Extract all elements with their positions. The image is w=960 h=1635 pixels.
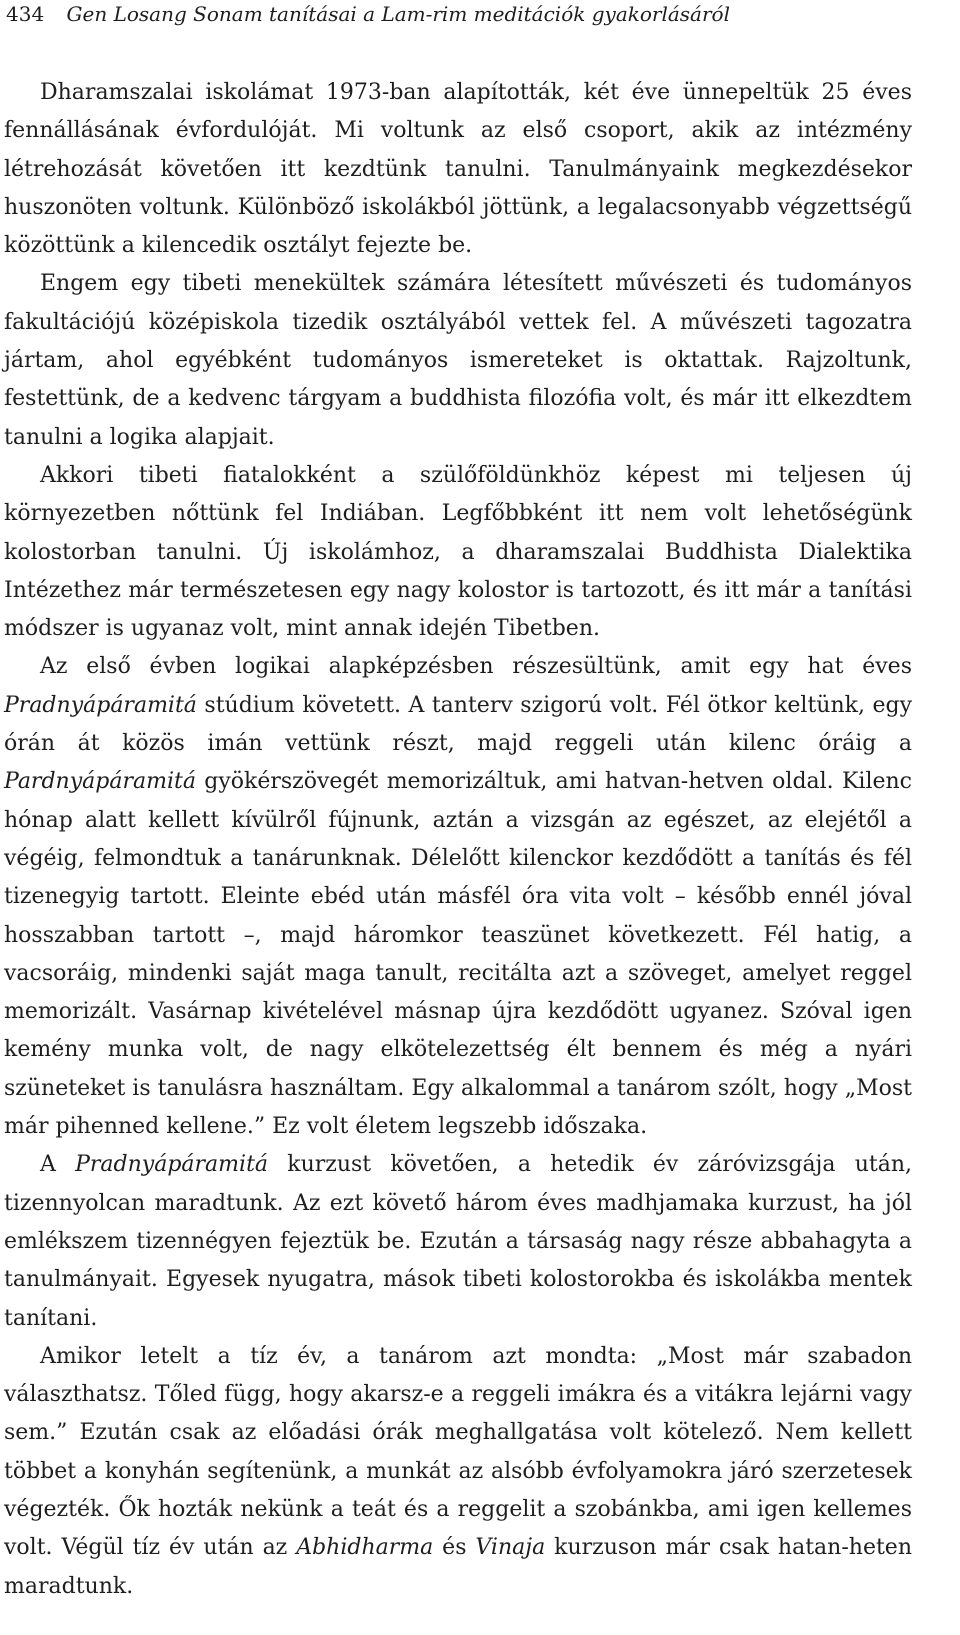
paragraph-text: Akkori tibeti fiatalokként a szülőföldünkhöz képest mi teljesen új környezetben nőttünk fel Indiában. Legfőbbként itt nem volt lehetőségünk kolostorban tanulni. Új iskolámhoz, a dharamszalai Buddhista Dialektika Intézethez már természetesen egy nagy kolostor is tartozott, és itt már a tanítási módszer is ugyanaz volt, mint annak idején Tibetben.: [4, 462, 912, 642]
paragraph-text: Amikor letelt a tíz év, a tanárom azt mondta: „Most már szabadon választhatsz. Tőled függ, hogy akarsz-e a reggeli imákra és a vitákra lejárni vagy sem.” Ezután csak az előadási órák meghallgatása volt kötelező. Nem kellett többet a konyhán segítenünk, a munkát az alsóbb évfolyamokra járó szerzetesek végezték. Ők hozták nekünk a teát és a reggelit a szobánkba, ami igen kellemes volt. Végül tíz év után az: [4, 1343, 912, 1561]
body-text: [4, 74, 912, 1606]
page-number: 434: [6, 2, 45, 26]
paragraph-text: kurzust követően, a hetedik év záróvizsgája után, tizennyolcan maradtunk. Az ezt követő három éves madhjamaka kurzust, ha jól emlékszem tizennégyen fejeztük be. Ezután a társaság nagy része abbahagyta a tanulmányait. Egyesek nyugatra, mások tibeti kolostorokba és iskolákba mentek tanítani.: [4, 1152, 912, 1331]
paragraph-text: kurzuson már csak hatan-heten maradtunk.: [4, 1535, 912, 1599]
paragraph-2: [4, 265, 912, 456]
running-title: Gen Losang Sonam tanításai a Lam-rim meditációk gyakorlásáról: [66, 2, 730, 26]
paragraph-text: gyökérszövegét memorizáltuk, ami hatvan-hetven oldal. Kilenc hónap alatt kellett kívülről fújnunk, aztán a vizsgán az egészet, az elejétől a végéig, felmondtuk a tanárunknak. Délelőtt kilenckor kezdődött a tanítás és fél tizenegyig tartott. Eleinte ebéd után másfél óra vita volt – később ennél jóval hosszabban tartott –, majd háromkor teaszünet következett. Fél hatig, a vacsoráig, mindenki saját maga tanult, recitálta azt a szöveget, amelyet reggel memorizált. Vasárnap kivételével másnap újra kezdődött ugyanez. Szóval igen kemény munka volt, de nagy elkötelezettség élt bennem és még a nyári szüneteket is tanulásra használtam. Egy alkalommal a tanárom szólt, hogy „Most már pihenned kellene.” Ez volt életem legszebb időszaka.: [4, 769, 912, 1140]
paragraph-5: [4, 1146, 912, 1337]
paragraph-6: [4, 1338, 912, 1606]
italic-title: Pradnyápáramitá: [75, 1152, 269, 1178]
paragraph-text: Dharamszalai iskolámat 1973-ban alapították, két éve ünnepeltük 25 éves fennállásának évfordulóját. Mi voltunk az első csoport, akik az intézmény létrehozását követően itt kezdtünk tanulni. Tanulmányaink megkezdésekor huszonöten voltunk. Különböző iskolákból jöttünk, a legalacsonyabb végzettségű közöttünk a kilencedik osztályt fejezte be.: [4, 80, 912, 259]
italic-title: Abhidharma: [296, 1535, 434, 1561]
italic-title: Pardnyápáramitá: [4, 769, 196, 795]
paragraph-text: A: [40, 1152, 76, 1178]
italic-title: Pradnyápáramitá: [4, 692, 197, 718]
paragraph-text: Az első évben logikai alapképzésben részesültünk, amit egy hat éves: [40, 654, 912, 680]
paragraph-4: [4, 648, 912, 1146]
paragraph-3: [4, 457, 912, 648]
paragraph-1: [4, 74, 912, 265]
page-header: [6, 2, 730, 26]
paragraph-text: Engem egy tibeti menekültek számára létesített művészeti és tudományos fakultációjú középiskola tizedik osztályából vettek fel. A művészeti tagozatra jártam, ahol egyébként tudományos ismereteket is oktattak. Rajzoltunk, festettünk, de a kedvenc tárgyam a buddhista filozófia volt, és már itt elkezdtem tanulni a logika alapjait.: [4, 271, 912, 450]
paragraph-text: stúdium követett. A tanterv szigorú volt. Fél ötkor keltünk, egy órán át közös imán vettünk részt, majd reggeli után kilenc óráig a: [4, 692, 912, 757]
italic-title: Vinaja: [475, 1535, 546, 1561]
paragraph-text: és: [433, 1535, 476, 1561]
